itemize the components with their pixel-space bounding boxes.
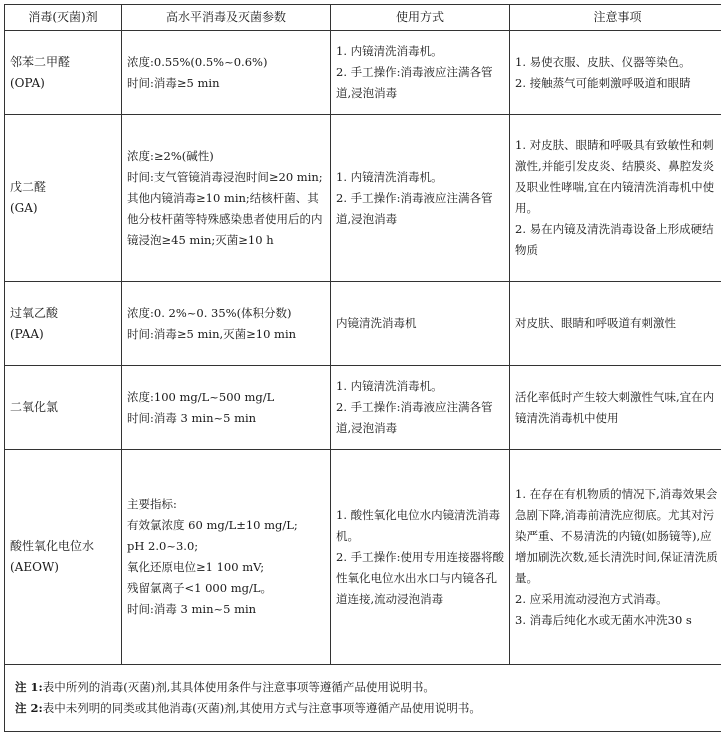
- param-line: 时间:消毒≥5 min,灭菌≥10 min: [127, 324, 325, 345]
- agent-cell: [5, 450, 122, 665]
- agent-name: 酸性氧化电位水: [10, 536, 116, 557]
- notes-cell: [510, 282, 721, 366]
- agent-abbr: (OPA): [10, 73, 116, 94]
- param-line: 时间:消毒≥5 min: [127, 73, 325, 94]
- usage-line: 1. 内镜清洗消毒机。: [336, 167, 504, 188]
- note-line: 2. 接触蒸气可能刺激呼吸道和眼睛: [515, 73, 720, 94]
- usage-line: 2. 手工操作:使用专用连接器将酸性氧化电位水出水口与内镜各孔道连接,流动浸泡消毒: [336, 547, 504, 610]
- footnote: [15, 677, 715, 698]
- table-row: [5, 31, 721, 115]
- usage-cell: [331, 115, 510, 282]
- table-row: [5, 282, 721, 366]
- usage-line: 1. 内镜清洗消毒机。: [336, 41, 504, 62]
- note-line: 2. 应采用流动浸泡方式消毒。: [515, 589, 720, 610]
- param-line: 浓度:0. 2%~0. 35%(体积分数): [127, 303, 325, 324]
- note-line: 1. 对皮肤、眼睛和呼吸具有致敏性和刺激性,并能引发皮炎、结膜炎、鼻腔发炎及职业性哮喘,宜在内镜清洗消毒机中使用。: [515, 135, 720, 219]
- notes-cell: [510, 450, 721, 665]
- param-line: pH 2.0~3.0;: [127, 536, 325, 557]
- param-line: 时间:支气管镜消毒浸泡时间≥20 min;其他内镜消毒≥10 min;结核杆菌、其他分枝杆菌等特殊感染患者使用后的内镜浸泡≥45 min;灭菌≥10 h: [127, 167, 325, 251]
- footnotes-row: [5, 665, 721, 732]
- param-line: 有效氯浓度 60 mg/L±10 mg/L;: [127, 515, 325, 536]
- agent-name: 戊二醛: [10, 177, 116, 198]
- agent-cell: [5, 31, 122, 115]
- param-line: 时间:消毒 3 min~5 min: [127, 408, 325, 429]
- usage-cell: [331, 450, 510, 665]
- usage-line: 2. 手工操作:消毒液应注满各管道,浸泡消毒: [336, 62, 504, 104]
- agent-cell: [5, 115, 122, 282]
- usage-line: 2. 手工操作:消毒液应注满各管道,浸泡消毒: [336, 188, 504, 230]
- table-row: [5, 450, 721, 665]
- agent-cell: [5, 282, 122, 366]
- header-params: 高水平消毒及灭菌参数: [122, 5, 331, 31]
- header-usage: 使用方式: [331, 5, 510, 31]
- params-cell: [122, 31, 331, 115]
- notes-cell: [510, 115, 721, 282]
- disinfectant-table: [4, 4, 721, 732]
- agent-name: 二氧化氯: [10, 397, 116, 418]
- footnote-text: 表中所列的消毒(灭菌)剂,其具体使用条件与注意事项等遵循产品使用说明书。: [43, 680, 435, 694]
- agent-abbr: (AEOW): [10, 557, 116, 578]
- agent-abbr: (GA): [10, 198, 116, 219]
- footnote: [15, 698, 715, 719]
- header-notes: 注意事项: [510, 5, 721, 31]
- usage-cell: [331, 31, 510, 115]
- agent-abbr: (PAA): [10, 324, 116, 345]
- param-line: 浓度:0.55%(0.5%~0.6%): [127, 52, 325, 73]
- footnote-label: 注 2:: [15, 701, 43, 715]
- params-cell: [122, 115, 331, 282]
- footnote-text: 表中未列明的同类或其他消毒(灭菌)剂,其使用方式与注意事项等遵循产品使用说明书。: [43, 701, 481, 715]
- usage-cell: [331, 366, 510, 450]
- table-row: [5, 366, 721, 450]
- params-cell: [122, 450, 331, 665]
- param-line: 浓度:100 mg/L~500 mg/L: [127, 387, 325, 408]
- params-cell: [122, 366, 331, 450]
- param-line: 浓度:≥2%(碱性): [127, 146, 325, 167]
- footnote-label: 注 1:: [15, 680, 43, 694]
- params-cell: [122, 282, 331, 366]
- note-line: 3. 消毒后纯化水或无菌水冲洗30 s: [515, 610, 720, 631]
- note-line: 2. 易在内镜及清洗消毒设备上形成硬结物质: [515, 219, 720, 261]
- param-line: 主要指标:: [127, 494, 325, 515]
- note-line: 活化率低时产生较大刺激性气味,宜在内镜清洗消毒机中使用: [515, 387, 720, 429]
- note-line: 1. 在存在有机物质的情况下,消毒效果会急剧下降,消毒前清洗应彻底。尤其对污染严重、不易清洗的内镜(如肠镜等),应增加刷洗次数,延长清洗时间,保证清洗质量。: [515, 484, 720, 589]
- usage-line: 2. 手工操作:消毒液应注满各管道,浸泡消毒: [336, 397, 504, 439]
- disinfectant-table-container: [4, 4, 717, 727]
- notes-cell: [510, 31, 721, 115]
- table-row: [5, 115, 721, 282]
- agent-name: 邻苯二甲醛: [10, 52, 116, 73]
- note-line: 对皮肤、眼睛和呼吸道有刺激性: [515, 313, 720, 334]
- usage-cell: [331, 282, 510, 366]
- param-line: 残留氯离子<1 000 mg/L。: [127, 578, 325, 599]
- agent-cell: [5, 366, 122, 450]
- usage-line: 1. 内镜清洗消毒机。: [336, 376, 504, 397]
- usage-line: 内镜清洗消毒机: [336, 313, 504, 334]
- note-line: 1. 易使衣服、皮肤、仪器等染色。: [515, 52, 720, 73]
- header-agent: 消毒(灭菌)剂: [5, 5, 122, 31]
- agent-name: 过氧乙酸: [10, 303, 116, 324]
- param-line: 氧化还原电位≥1 100 mV;: [127, 557, 325, 578]
- usage-line: 1. 酸性氧化电位水内镜清洗消毒机。: [336, 505, 504, 547]
- footnotes-cell: [5, 665, 721, 732]
- notes-cell: [510, 366, 721, 450]
- table-header-row: [5, 5, 721, 31]
- param-line: 时间:消毒 3 min~5 min: [127, 599, 325, 620]
